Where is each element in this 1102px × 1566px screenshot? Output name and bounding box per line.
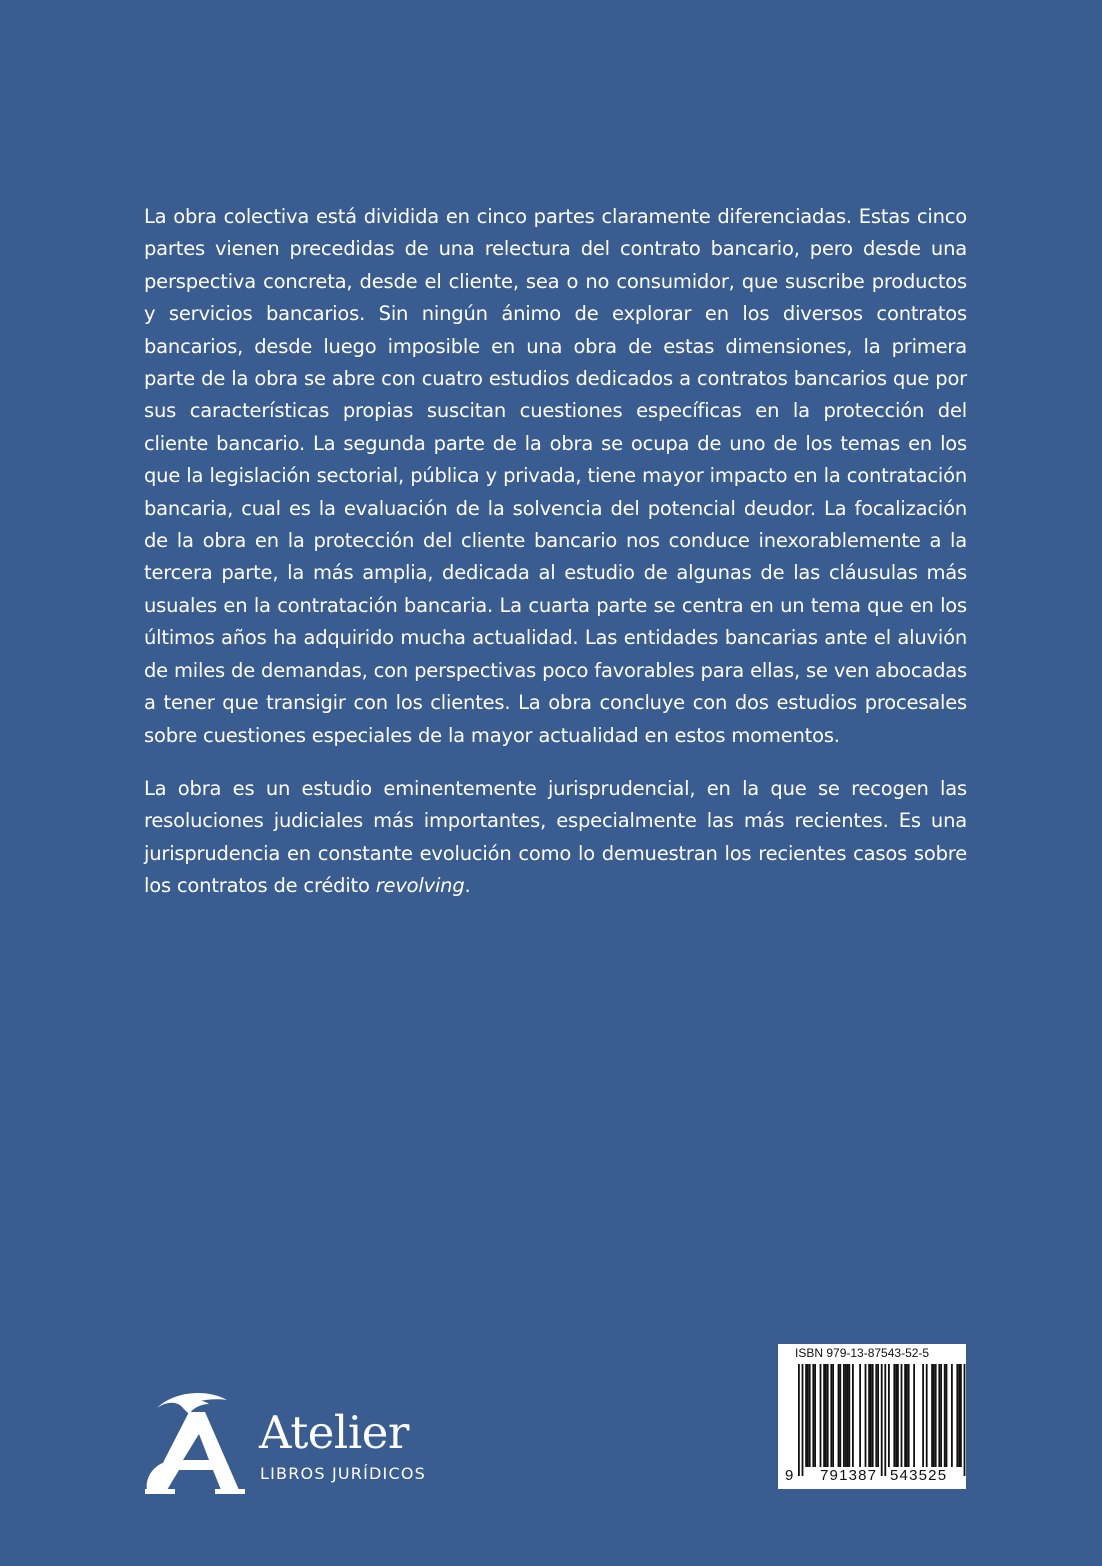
barcode-bar bbox=[895, 1364, 897, 1467]
barcode-bar bbox=[940, 1364, 942, 1467]
barcode-bar bbox=[870, 1364, 872, 1467]
barcode-bar bbox=[893, 1364, 895, 1467]
barcode-bar bbox=[848, 1364, 850, 1467]
blurb-paragraph-1: La obra colectiva está dividida en cinco partes claramente diferenciadas. Estas cinco partes vienen precedidas de una relectura del contrato bancario, pero desde una perspectiva concreta, desde el cliente, sea o no consumidor, que suscribe productos y servicios bancarios. Sin ningún ánimo de explorar en los diversos contratos bancarios, desde luego imposible en una obra de estas dimensiones, la primera parte de la obra se abre con cuatro estudios dedicados a contratos bancarios que por sus características propias suscitan cuestiones específicas en la protección del cliente bancario. La segunda parte de la obra se ocupa de uno de los temas en los que la legislación sectorial, pública y privada, tiene mayor impacto en la contratación bancaria, cual es la evaluación de la solvencia del potencial deudor. La focalización de la obra en la protección del cliente bancario nos conduce inexorablemente a la tercera parte, la más amplia, dedicada al estudio de algunas de las cláusulas más usuales en la contratación bancaria. La cuarta parte se centra en un tema que en los últimos años ha adquirido mucha actualidad. Las entidades bancarias ante el aluvión de miles de demandas, con perspectivas poco favorables para ellas, se ven abocadas a tener que transigir con los clientes. La obra concluye con dos estudios procesales sobre cuestiones especiales de la mayor actualidad en estos momentos. bbox=[144, 205, 967, 747]
barcode-bar bbox=[832, 1364, 834, 1467]
barcode-digits-right: 543525 bbox=[890, 1467, 948, 1484]
barcode-guard-bar bbox=[802, 1364, 804, 1476]
barcode-bar bbox=[904, 1364, 906, 1467]
barcode-bar bbox=[830, 1364, 832, 1467]
barcode-bar bbox=[823, 1364, 825, 1467]
barcode-bar bbox=[897, 1364, 899, 1467]
stylized-letter-a-icon bbox=[143, 1390, 247, 1498]
barcode-bar bbox=[805, 1364, 807, 1467]
isbn-label: ISBN 979-13-87543-52-5 bbox=[795, 1346, 930, 1360]
barcode-guard-bar bbox=[964, 1364, 966, 1476]
barcode-bar bbox=[845, 1364, 847, 1467]
barcode-bar bbox=[825, 1364, 827, 1467]
blurb-italic-term: revolving bbox=[375, 874, 465, 898]
barcode-bar bbox=[839, 1364, 841, 1467]
barcode-bar bbox=[872, 1364, 874, 1467]
barcode-bar bbox=[812, 1364, 814, 1467]
barcode-bar bbox=[875, 1364, 877, 1467]
blurb-paragraph-2-end: . bbox=[464, 874, 471, 898]
barcode-bar bbox=[944, 1364, 946, 1467]
barcode-bar bbox=[960, 1364, 962, 1467]
barcode-bar bbox=[807, 1364, 809, 1467]
barcode-bar bbox=[935, 1364, 937, 1467]
barcode-bar bbox=[906, 1364, 908, 1467]
publisher-logo bbox=[143, 1390, 443, 1500]
barcode-bar bbox=[809, 1364, 811, 1467]
blurb-paragraph-2-start: La obra es un estudio eminentemente jurisprudencial, en la que se recogen las resoluciones judiciales más importantes, especialmente las más recientes. Es una jurisprudencia en constante evolución como lo demuestran los recientes casos sobre los contratos de crédito bbox=[144, 776, 967, 898]
barcode-guard-bar bbox=[798, 1364, 800, 1476]
barcode-bar bbox=[820, 1364, 822, 1467]
barcode-bar bbox=[901, 1364, 903, 1467]
barcode-digit-first: 9 bbox=[785, 1467, 794, 1484]
barcode-bar bbox=[843, 1364, 845, 1467]
barcode-guard-bar bbox=[881, 1364, 883, 1476]
barcode-bar bbox=[877, 1364, 879, 1467]
isbn-barcode bbox=[778, 1344, 966, 1489]
barcode-bar bbox=[938, 1364, 940, 1467]
publisher-subtitle: LIBROS JURÍDICOS bbox=[260, 1464, 426, 1483]
barcode-bar bbox=[852, 1364, 854, 1467]
barcode-bar bbox=[956, 1364, 958, 1467]
barcode-bar bbox=[859, 1364, 861, 1467]
barcode-bar bbox=[868, 1364, 870, 1467]
barcode-bar bbox=[814, 1364, 816, 1467]
barcode-bar bbox=[933, 1364, 935, 1467]
blurb-paragraph-2 bbox=[144, 773, 967, 903]
barcode-bar bbox=[926, 1364, 928, 1467]
barcode-bar bbox=[847, 1364, 849, 1467]
back-cover-blurb bbox=[144, 201, 967, 903]
publisher-name: Atelier bbox=[259, 1406, 409, 1459]
barcode-digits-left: 791387 bbox=[820, 1467, 878, 1484]
barcode-bar bbox=[838, 1364, 840, 1467]
barcode-guard-bar bbox=[884, 1364, 886, 1476]
barcode-bar bbox=[931, 1364, 933, 1467]
barcode-bar bbox=[922, 1364, 924, 1467]
barcode-bar bbox=[946, 1364, 948, 1467]
barcode-bar bbox=[958, 1364, 960, 1467]
barcode-bar bbox=[865, 1364, 867, 1467]
barcode-bar bbox=[913, 1364, 915, 1467]
barcode-bar bbox=[951, 1364, 953, 1467]
barcode-bar bbox=[908, 1364, 910, 1467]
barcode-bar bbox=[888, 1364, 890, 1467]
barcode-bar bbox=[827, 1364, 829, 1467]
